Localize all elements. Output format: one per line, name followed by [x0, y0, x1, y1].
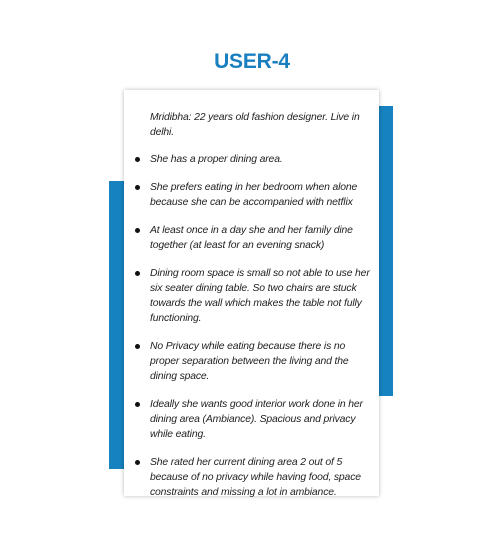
persona-point	[124, 152, 379, 167]
persona-points-list	[124, 152, 379, 513]
persona-point	[124, 223, 379, 253]
persona-point-text: She has a proper dining area.	[150, 154, 283, 165]
persona-point-text: At least once in a day she and her family dine together (at least for an evening snack)	[150, 225, 353, 251]
persona-card	[124, 90, 379, 496]
page-title: USER-4	[214, 50, 290, 73]
persona-intro: Mridibha: 22 years old fashion designer. Live in delhi.	[150, 112, 360, 138]
bullet-icon	[135, 228, 140, 233]
bullet-icon	[135, 157, 140, 162]
persona-point	[124, 397, 379, 442]
bullet-icon	[135, 185, 140, 190]
bullet-icon	[135, 344, 140, 349]
persona-point	[124, 339, 379, 384]
persona-point-text: No Privacy while eating because there is no proper separation between the living and the dining space.	[150, 341, 349, 382]
bullet-icon	[135, 460, 140, 465]
bullet-icon	[135, 271, 140, 276]
bullet-icon	[135, 402, 140, 407]
accent-bar-left	[109, 181, 125, 469]
persona-point-text: She prefers eating in her bedroom when alone because she can be accompanied with netflix	[150, 182, 358, 208]
persona-point	[124, 266, 379, 326]
persona-point	[124, 180, 379, 210]
accent-bar-right	[378, 106, 393, 396]
persona-point-text: Dining room space is small so not able to use her six seater dining table. So two chairs are stuck towards the wall which makes the table not fully functioning.	[150, 268, 370, 324]
persona-point-text: She rated her current dining area 2 out of 5 because of no privacy while having food, space constraints and missing a lot in ambiance.	[150, 457, 361, 498]
persona-point	[124, 455, 379, 500]
persona-point-text: Ideally she wants good interior work done in her dining area (Ambiance). Spacious and privacy while eating.	[150, 399, 363, 440]
